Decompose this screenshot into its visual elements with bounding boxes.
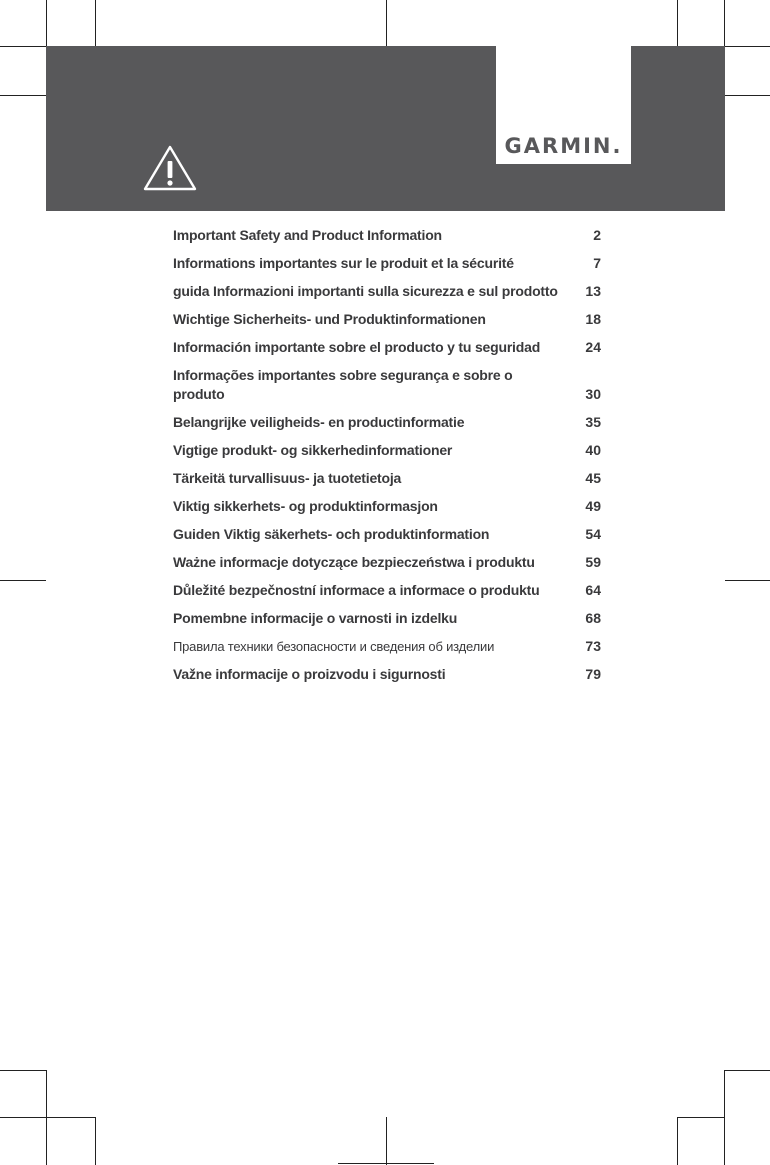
crop-mark <box>725 1070 770 1071</box>
toc-entry-title: Tärkeitä turvallisuus- ja tuotetietoja <box>173 470 402 486</box>
cover-header <box>46 46 725 211</box>
toc-entry-page: 13 <box>585 283 601 299</box>
toc-entry-page: 68 <box>585 610 601 626</box>
toc-entry[interactable] <box>173 366 601 413</box>
toc-entry-page: 45 <box>585 470 601 486</box>
toc-entry[interactable] <box>173 310 601 338</box>
crop-mark <box>677 1117 724 1118</box>
toc-entry-page: 49 <box>585 498 601 514</box>
toc-entry-page: 35 <box>585 414 601 430</box>
toc-entry-page: 64 <box>585 582 601 598</box>
toc-entry[interactable] <box>173 609 601 637</box>
toc-entry[interactable] <box>173 469 601 497</box>
toc-entry-title: Informações importantes sobre segurança e sobre o produto <box>173 367 513 402</box>
crop-mark <box>95 0 96 46</box>
toc-entry-title: Belangrijke veiligheids- en productinformatie <box>173 414 465 430</box>
toc-entry-page: 2 <box>593 227 601 243</box>
crop-mark <box>677 0 678 46</box>
toc-entry[interactable] <box>173 553 601 581</box>
crop-mark <box>725 580 770 581</box>
toc-entry[interactable] <box>173 441 601 469</box>
toc-entry[interactable] <box>173 581 601 609</box>
toc-entry-page: 7 <box>593 255 601 271</box>
toc-entry[interactable] <box>173 254 601 282</box>
toc-entry-title: Información importante sobre el producto y tu seguridad <box>173 339 541 355</box>
table-of-contents <box>173 226 601 693</box>
toc-entry-title: Pomembne informacije o varnosti in izdelku <box>173 610 458 626</box>
toc-entry[interactable] <box>173 497 601 525</box>
toc-entry-title: guida Informazioni importanti sulla sicurezza e sul prodotto <box>173 283 558 299</box>
toc-entry-title: Vigtige produkt- og sikkerhedinformationer <box>173 442 453 458</box>
toc-entry-page: 30 <box>585 386 601 402</box>
crop-mark <box>0 1117 95 1118</box>
toc-entry-page: 18 <box>585 311 601 327</box>
crop-mark <box>338 1163 434 1164</box>
crop-mark <box>386 0 387 46</box>
toc-entry[interactable] <box>173 226 601 254</box>
toc-entry-title: Viktig sikkerhets- og produktinformasjon <box>173 498 438 514</box>
toc-entry[interactable] <box>173 637 601 665</box>
toc-entry[interactable] <box>173 338 601 366</box>
brand-logo-box <box>496 46 631 164</box>
crop-mark <box>0 95 46 96</box>
toc-entry-page: 54 <box>585 526 601 542</box>
toc-entry-title: Važne informacije o proizvodu i sigurnosti <box>173 666 446 682</box>
crop-mark <box>724 1070 725 1165</box>
crop-mark <box>95 1117 96 1165</box>
toc-entry-title: Guiden Viktig säkerhets- och produktinformation <box>173 526 490 542</box>
crop-mark <box>725 46 770 47</box>
toc-entry-page: 73 <box>585 638 601 654</box>
toc-entry-title: Правила техники безопасности и сведения об изделии <box>173 639 495 654</box>
toc-entry-title: Důležité bezpečnostní informace a informace o produktu <box>173 582 540 598</box>
toc-entry-title: Ważne informacje dotyczące bezpieczeństwa i produktu <box>173 554 535 570</box>
brand-logo: GARMIN. <box>504 134 623 158</box>
toc-entry-title: Important Safety and Product Information <box>173 227 442 243</box>
toc-entry-title: Wichtige Sicherheits- und Produktinformationen <box>173 311 486 327</box>
toc-entry-page: 40 <box>585 442 601 458</box>
toc-entry[interactable] <box>173 665 601 693</box>
crop-mark <box>386 1117 387 1165</box>
toc-entry[interactable] <box>173 282 601 310</box>
crop-mark <box>0 46 46 47</box>
crop-mark <box>677 1117 678 1165</box>
crop-mark <box>0 1070 46 1071</box>
toc-entry-page: 24 <box>585 339 601 355</box>
toc-entry[interactable] <box>173 525 601 553</box>
toc-entry-page: 59 <box>585 554 601 570</box>
crop-mark <box>725 95 770 96</box>
toc-entry-page: 79 <box>585 666 601 682</box>
warning-triangle-icon <box>142 144 198 197</box>
toc-entry-title: Informations importantes sur le produit et la sécurité <box>173 255 514 271</box>
toc-entry[interactable] <box>173 413 601 441</box>
crop-mark <box>0 580 46 581</box>
